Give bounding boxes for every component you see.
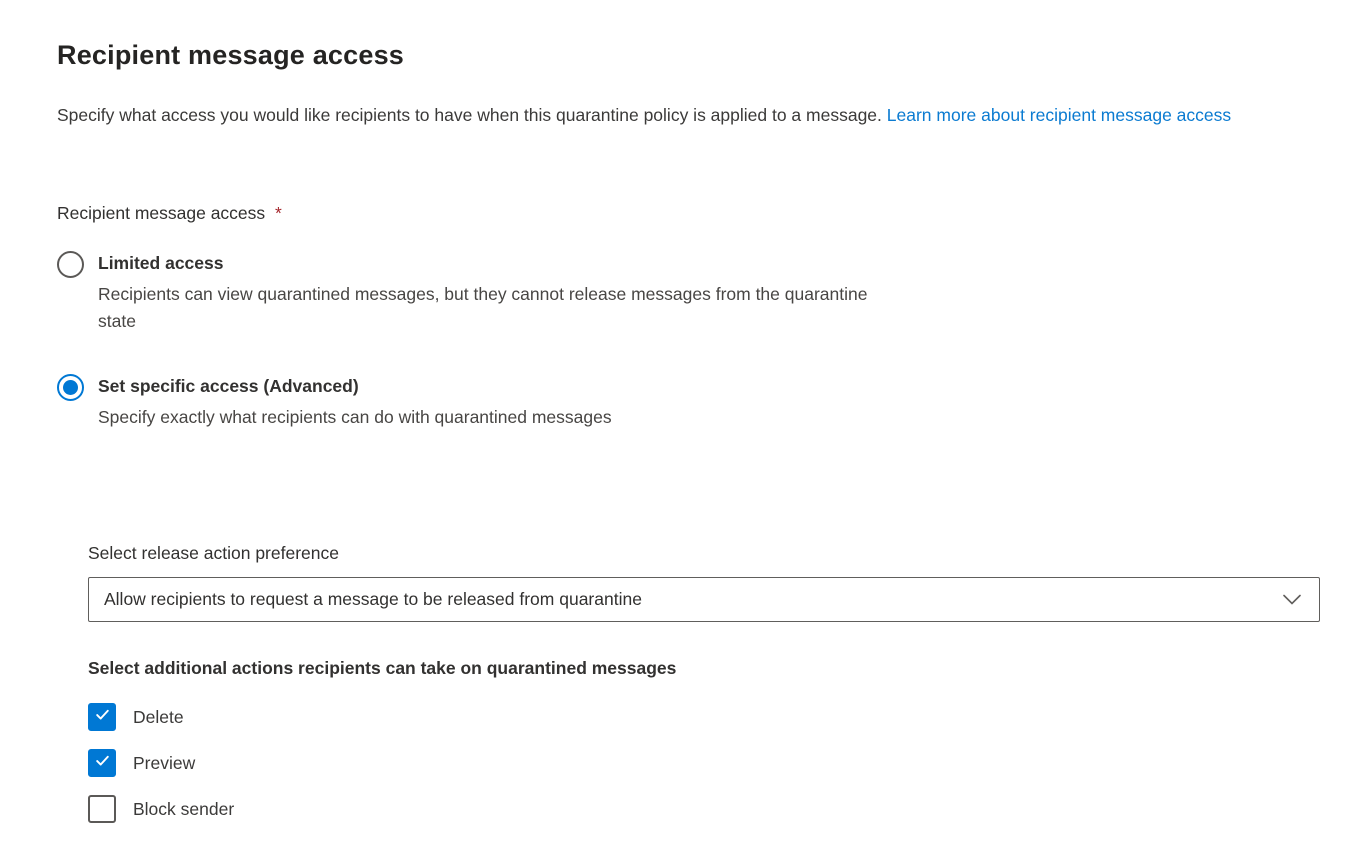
access-field-label-text: Recipient message access: [57, 203, 266, 223]
checkbox-label-block-sender: Block sender: [133, 798, 235, 819]
advanced-access-section: [88, 543, 1273, 823]
required-asterisk: *: [275, 203, 282, 223]
radio-button-limited-access[interactable]: [57, 251, 84, 278]
release-action-dropdown[interactable]: [88, 577, 1320, 622]
radio-description-limited-access: Recipients can view quarantined messages, but they cannot release messages from the quarantine state: [98, 284, 868, 331]
release-action-label: Select release action preference: [88, 543, 339, 563]
radio-selected-dot: [63, 380, 78, 395]
description-text: Specify what access you would like recipients to have when this quarantine policy is applied to a message.: [57, 105, 882, 125]
radio-label-set-specific-access: Set specific access (Advanced): [98, 376, 359, 396]
radio-description-set-specific-access: Specify exactly what recipients can do with quarantined messages: [98, 407, 612, 427]
radio-option-content: [98, 373, 612, 431]
checkbox-label-preview: Preview: [133, 752, 196, 773]
radio-option-set-specific-access[interactable]: [57, 373, 1273, 431]
checkbox-delete[interactable]: [88, 703, 116, 731]
release-action-selected-value: Allow recipients to request a message to be released from quarantine: [104, 589, 642, 609]
access-field-label: [57, 203, 1273, 224]
radio-button-set-specific-access[interactable]: [57, 374, 84, 401]
page-description: [57, 101, 1273, 129]
additional-actions-label: Select additional actions recipients can take on quarantined messages: [88, 658, 677, 678]
checkbox-label-delete: Delete: [133, 706, 184, 727]
radio-option-content: [98, 250, 888, 335]
page-title: Recipient message access: [57, 40, 405, 70]
checkbox-row-preview[interactable]: [88, 749, 1273, 777]
checkmark-icon: [94, 706, 111, 728]
checkmark-icon: [94, 752, 111, 774]
checkbox-block-sender[interactable]: [88, 795, 116, 823]
chevron-down-icon: [1283, 594, 1301, 605]
radio-option-limited-access[interactable]: [57, 250, 1273, 335]
learn-more-link[interactable]: Learn more about recipient message access: [886, 105, 1232, 125]
radio-label-limited-access: Limited access: [98, 253, 224, 273]
checkbox-row-block-sender[interactable]: [88, 795, 1273, 823]
checkbox-preview[interactable]: [88, 749, 116, 777]
checkbox-row-delete[interactable]: [88, 703, 1273, 731]
